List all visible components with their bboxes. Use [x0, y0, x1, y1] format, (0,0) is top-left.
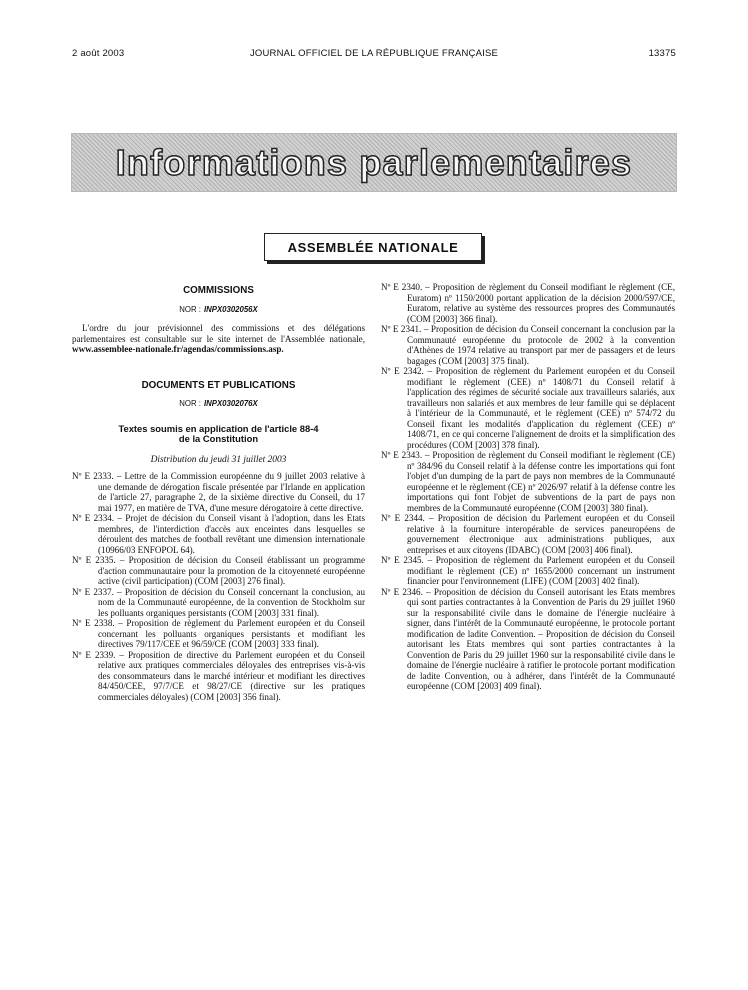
document-entry: Nº E 2339. – Proposition de directive du Parlement européen et du Conseil relative aux pratiques commerciales déloyales des entreprises vis-à-vis des consommateurs dans le marché intérieur et modifiant les directives 84/450/CEE, 97/7/CE et 98/27/CE (directive sur les pratiques commerciales déloyales) (COM [2003] 356 final).: [72, 649, 365, 702]
distribution-date: Distribution du jeudi 31 juillet 2003: [150, 454, 287, 465]
document-entry: Nº E 2344. – Proposition de décision du Parlement européen et du Conseil relative à la fourniture interopérable de services paneuropéens de gouvernement électronique aux administrations publiques, aux entreprises et aux citoyens (IDABC) (COM [2003] 406 final).: [381, 513, 675, 555]
page-header-date: 2 août 2003: [72, 48, 125, 59]
page-header-journal: JOURNAL OFFICIEL DE LA RÉPUBLIQUE FRANÇAISE: [249, 48, 499, 59]
document-entry: Nº E 2345. – Proposition de règlement du Parlement européen et du Conseil modifiant le règlement (CE) nº 1655/2000 concernant un instrument financier pour l'environnement (LIFE) (COM [2003] 402 final).: [381, 555, 675, 586]
documents-subtitle: [72, 424, 365, 445]
assembly-title: ASSEMBLÉE NATIONALE: [287, 239, 459, 255]
assembly-box: [264, 233, 482, 261]
nor-label: NOR :: [179, 304, 201, 314]
section-banner: [71, 133, 677, 192]
banner-title: Informations parlementaires: [115, 141, 633, 183]
document-entry: Nº E 2340. – Proposition de règlement du Conseil modifiant le règlement (CE, Euratom) nº 1150/2000 portant application de la décision 2000/597/CE, Euratom, relative au système des ressources propres des Communautés (COM [2003] 366 final).: [381, 282, 675, 324]
document-entry: Nº E 2337. – Proposition de décision du Conseil concernant la conclusion, au nom de la Communauté européenne, de la convention de Stockholm sur les polluants organiques persistants (COM [2003] 331 final).: [72, 586, 365, 618]
commissions-nor: [72, 305, 365, 316]
nor-code: INPX0302076X: [203, 399, 258, 408]
commissions-text: [72, 323, 365, 355]
document-entry: Nº E 2343. – Proposition de règlement du Conseil modifiant le règlement (CE) nº 384/96 du Conseil relatif à la défense contre les importations qui font l'objet d'un dumping de la part de pays non membres de la Communauté européenne et le règlement (CE) nº 2026/97 relatif à la défense contre les importations qui font l'objet de subventions de la part de pays non membres de la Communauté européenne (COM [2003] 380 final).: [381, 450, 675, 513]
subtitle-line: de la Constitution: [178, 433, 259, 444]
documents-nor: [72, 399, 365, 410]
document-entry: [72, 555, 365, 587]
subtitle-line: Textes soumis en application de l'article 88-4: [118, 422, 319, 434]
nor-code: INPX0302056X: [203, 304, 258, 314]
document-entry: Nº E 2346. – Proposition de décision du Conseil autorisant les Etats membres qui sont parties contractantes à la Convention de Paris du 29 juillet 1960 sur la responsabilité civile dans le domaine de l'énergie nucléaire à signer, dans l'intérêt de la Communauté européenne, le protocole portant modification de ladite Convention. – Proposition de décision du Conseil autorisant les Etats membres qui sont parties contractantes à la Convention de Paris du 29 juillet 1960 sur la responsabilité civile dans le domaine de l'énergie nucléaire à ratifier le protocole portant modification de ladite Convention, ou à adhérer, dans l'intérêt de la Communauté européenne (COM [2003] 409 final).: [381, 586, 675, 691]
document-entry: Nº E 2333. – Lettre de la Commission européenne du 9 juillet 2003 relative à une demande de dérogation fiscale présentée par l'Irlande en application de l'article 27, paragraphe 2, de la sixième directive du Conseil, du 17 mai 1977, en matière de TVA, d'une mesure dérogatoire à cette directive.: [72, 471, 365, 513]
document-entry: Nº E 2334. – Projet de décision du Conseil visant à l'adoption, dans les Etats membres, de l'interdiction d'accès aux enceintes dans lesquelles se déroulent des matches de football revêtant une dimension internationale (10966/03 ENFOPOL 64).: [72, 513, 365, 555]
left-column: [72, 282, 365, 702]
commissions-url: www.assemblee-nationale.fr/agendas/commissions.asp.: [72, 344, 284, 354]
page-header-number: 13375: [648, 48, 676, 59]
entry-text: Nº E 2335. – Proposition de décision du Conseil établissant un programme d'action communautaire pour la promotion de la citoyenneté européenne active (civil participation) (COM [2003] 276 final).: [72, 555, 365, 586]
commissions-body: L'ordre du jour prévisionnel des commissions et des délégations parlementaires est consultable sur le site internet de l'Assemblée nationale,: [72, 323, 365, 344]
right-column: [381, 282, 675, 692]
document-entry: Nº E 2341. – Proposition de décision du Conseil concernant la conclusion par la Communauté européenne du protocole de 2002 à la convention d'Athènes de 1974 relative au transport par mer de passagers et de leurs bagages (COM [2003] 375 final).: [381, 324, 675, 366]
commissions-title: COMMISSIONS: [183, 285, 254, 296]
document-entry: Nº E 2338. – Proposition de règlement du Parlement européen et du Conseil concernant les polluants organiques persistants et modifiant les directives 79/117/CEE et 96/59/CE (COM [2003] 333 final).: [72, 618, 365, 649]
nor-label: NOR :: [179, 399, 201, 408]
documents-title: DOCUMENTS ET PUBLICATIONS: [141, 379, 296, 391]
document-entry: Nº E 2342. – Proposition de règlement du Parlement européen et du Conseil modifiant le règlement (CEE) nº 1408/71 du Conseil relatif à l'application des régimes de sécurité sociale aux travailleurs salariés, aux travailleurs non salariés et aux membres de leur famille qui se déplacent à l'intérieur de la Communauté, et le règlement (CEE) nº 574/72 du Conseil fixant les modalités d'application du règlement (CEE) nº 1408/71, en ce qui concerne l'alignement de droits et la simplification des procédures (COM [2003] 378 final).: [381, 366, 675, 450]
